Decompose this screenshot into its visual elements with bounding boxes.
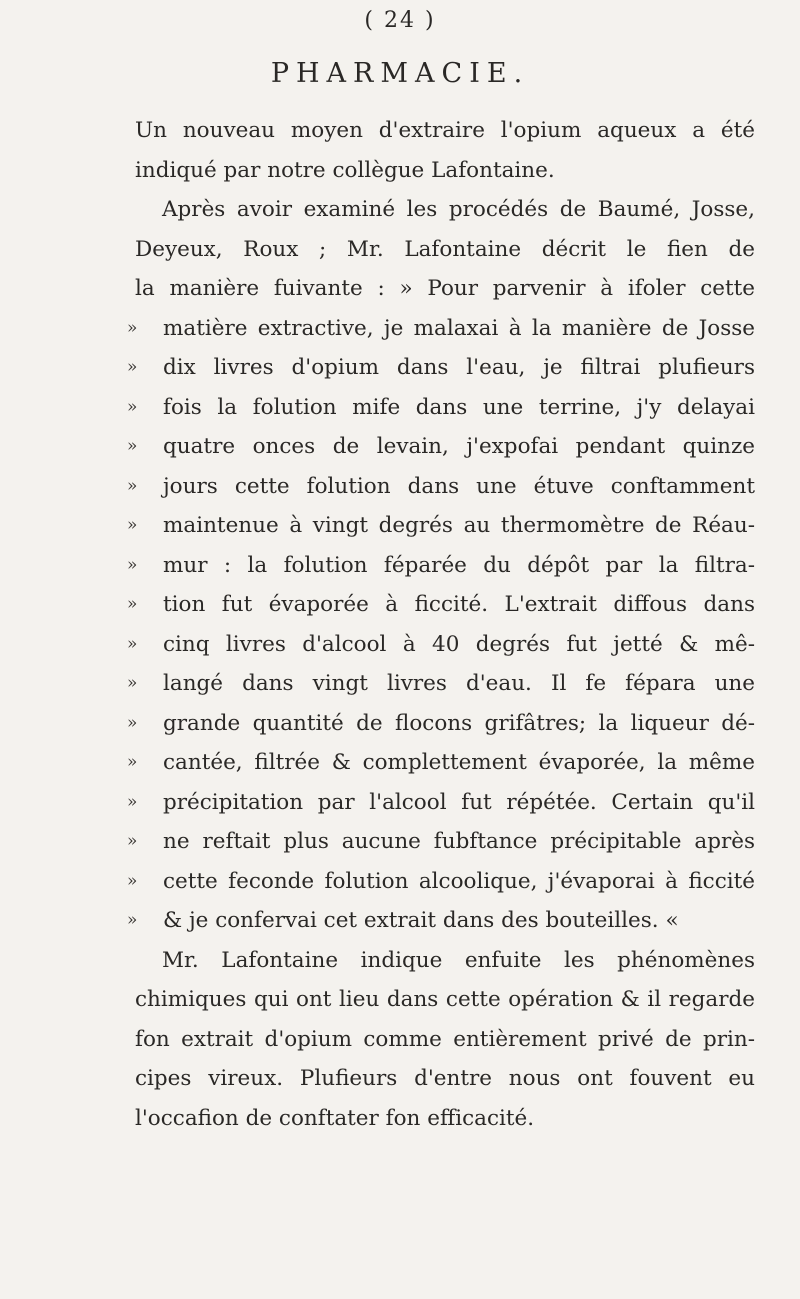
text-line: cipes vireux. Plufieurs d'entre nous ont fouvent eu bbox=[135, 1066, 755, 1091]
text-line: » ne reftait plus aucune fubftance précipitable après bbox=[135, 822, 755, 862]
quote-mark: » bbox=[127, 436, 138, 456]
text-line: » langé dans vingt livres d'eau. Il fe fépara une bbox=[135, 664, 755, 704]
quote-mark: » bbox=[127, 396, 138, 417]
text-line: Mr. Lafontaine indique enfuite les phénomènes bbox=[162, 947, 755, 973]
text-line: » maintenue à vingt degrés au thermomètre de Réau- bbox=[135, 506, 755, 546]
text-line: l'occafion de conftater fon efficacité. bbox=[135, 1105, 535, 1131]
text-line: » tion fut évaporée à ficcité. L'extrait diffous dans bbox=[135, 585, 755, 625]
quote-mark: » bbox=[127, 357, 138, 377]
quote-mark: » bbox=[127, 831, 138, 851]
quote-mark: » bbox=[127, 752, 138, 772]
quote-mark: » bbox=[127, 317, 138, 338]
text-line: » quatre onces de levain, j'expofai pendant quinze bbox=[135, 427, 755, 467]
text-line: » fois la folution mife dans une terrine, j'y delayai bbox=[135, 388, 755, 428]
text-line: la manière fuivante : » Pour parvenir à ifoler cette bbox=[135, 276, 755, 301]
section-title: PHARMACIE. bbox=[270, 58, 530, 89]
quote-mark: » bbox=[127, 673, 138, 693]
quote-mark: » bbox=[127, 870, 138, 891]
body-text bbox=[127, 111, 755, 1138]
text-line: » jours cette folution dans une étuve conftamment bbox=[135, 467, 755, 507]
text-line: Un nouveau moyen d'extraire l'opium aqueux a été bbox=[135, 118, 755, 143]
text-line: » & je confervai cet extrait dans des bouteilles. « bbox=[135, 901, 755, 941]
text-line: fon extrait d'opium comme entièrement privé de prin- bbox=[135, 1026, 755, 1052]
text-line: » précipitation par l'alcool fut répétée. Certain qu'il bbox=[135, 783, 755, 823]
text-line: » cinq livres d'alcool à 40 degrés fut jetté & mê- bbox=[135, 625, 755, 665]
text-line: Après avoir examiné les procédés de Baumé, Josse, bbox=[162, 197, 755, 222]
text-line: » mur : la folution féparée du dépôt par la filtra- bbox=[135, 546, 755, 586]
quote-mark: » bbox=[127, 515, 138, 535]
text-line: chimiques qui ont lieu dans cette opération & il regarde bbox=[135, 987, 755, 1012]
text-line: » dix livres d'opium dans l'eau, je filtrai plufieurs bbox=[135, 348, 755, 388]
quote-mark: » bbox=[127, 594, 138, 614]
quote-mark: » bbox=[127, 910, 138, 930]
quote-mark: » bbox=[127, 475, 138, 496]
text-line: » cantée, filtrée & complettement évaporée, la même bbox=[135, 743, 755, 783]
quote-mark: » bbox=[127, 712, 138, 733]
text-line: » cette feconde folution alcoolique, j'évaporai à ficcité bbox=[135, 862, 755, 902]
quote-mark: » bbox=[127, 633, 138, 654]
text-line: » matière extractive, je malaxai à la manière de Josse bbox=[135, 309, 755, 349]
text-line: indiqué par notre collègue Lafontaine. bbox=[135, 157, 555, 183]
quote-mark: » bbox=[127, 554, 138, 575]
page-number: ( 24 ) bbox=[364, 8, 436, 33]
text-line: Deyeux, Roux ; Mr. Lafontaine décrit le fien de bbox=[135, 236, 755, 262]
quote-mark: » bbox=[127, 791, 138, 812]
text-line: » grande quantité de flocons grifâtres; la liqueur dé- bbox=[135, 704, 755, 744]
